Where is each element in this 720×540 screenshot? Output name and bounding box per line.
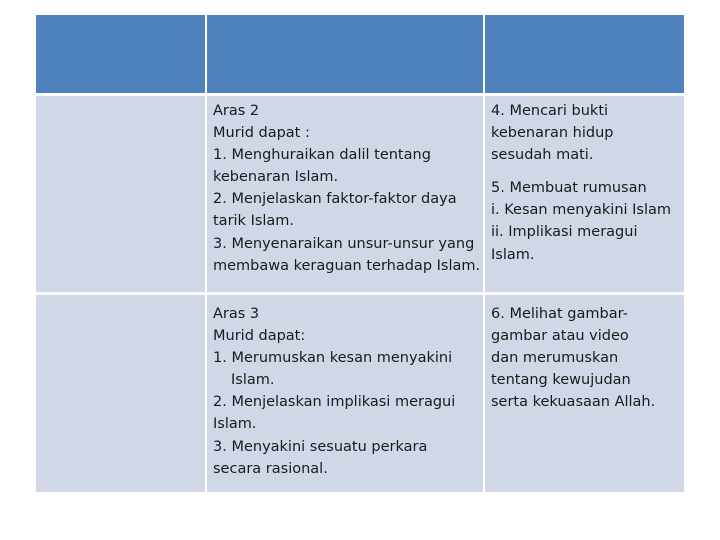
text-line: kebenaran hidup	[491, 125, 614, 142]
text-line: 2. Menjelaskan faktor-faktor daya	[213, 191, 457, 208]
text-line: Islam.	[213, 416, 257, 433]
row2-cell-2	[206, 294, 484, 493]
text-line: tentang kewujudan	[491, 372, 631, 389]
text-line: gambar atau video	[491, 328, 629, 345]
row1-cell-2	[206, 95, 484, 294]
activities-aras-2	[485, 96, 684, 266]
text-line: i. Kesan menyakini Islam	[491, 202, 672, 219]
row2-cell-3	[484, 294, 684, 493]
spacer	[491, 166, 682, 177]
text-line: dan merumuskan	[491, 350, 619, 367]
text-line: Murid dapat:	[213, 328, 306, 345]
table-row	[36, 95, 684, 294]
row2-cell-1	[36, 294, 206, 493]
text-line: 2. Menjelaskan implikasi meragui	[213, 394, 456, 411]
text-line: 3. Menyenaraikan unsur-unsur yang	[213, 235, 475, 252]
text-line: 3. Menyakini sesuatu perkara	[213, 438, 428, 455]
row1-cell-1	[36, 95, 206, 294]
text-line: 4. Mencari bukti	[491, 103, 609, 119]
text-line: 1. Menghuraikan dalil tentang	[213, 147, 431, 164]
text-line: sesudah mati.	[491, 147, 594, 164]
text-line: tarik Islam.	[213, 213, 295, 230]
text-line: serta kekuasaan Allah.	[491, 394, 656, 411]
table-row	[36, 294, 684, 493]
header-cell-1	[36, 15, 206, 95]
header-cell-3	[484, 15, 684, 95]
text-line: 1. Merumuskan kesan menyakini	[213, 350, 453, 367]
text-line: kebenaran Islam.	[213, 169, 339, 186]
text-line: secara rasional.	[213, 460, 328, 477]
row1-cell-3	[484, 95, 684, 294]
lesson-table	[36, 15, 684, 492]
text-line: Islam.	[491, 246, 535, 263]
text-line: Islam.	[231, 372, 275, 389]
text-line: Murid dapat :	[213, 125, 310, 142]
text-line: ii. Implikasi meragui	[491, 224, 638, 241]
text-line: Aras 3	[213, 306, 260, 322]
text-line: Aras 2	[213, 103, 260, 119]
table-header-row	[36, 15, 684, 95]
objectives-aras-2	[207, 96, 483, 277]
text-line: 6. Melihat gambar-	[491, 306, 628, 322]
text-line: 5. Membuat rumusan	[491, 180, 647, 197]
activities-aras-3	[485, 295, 684, 413]
header-cell-2	[206, 15, 484, 95]
objectives-aras-3	[207, 295, 483, 480]
text-line: membawa keraguan terhadap Islam.	[213, 257, 481, 274]
